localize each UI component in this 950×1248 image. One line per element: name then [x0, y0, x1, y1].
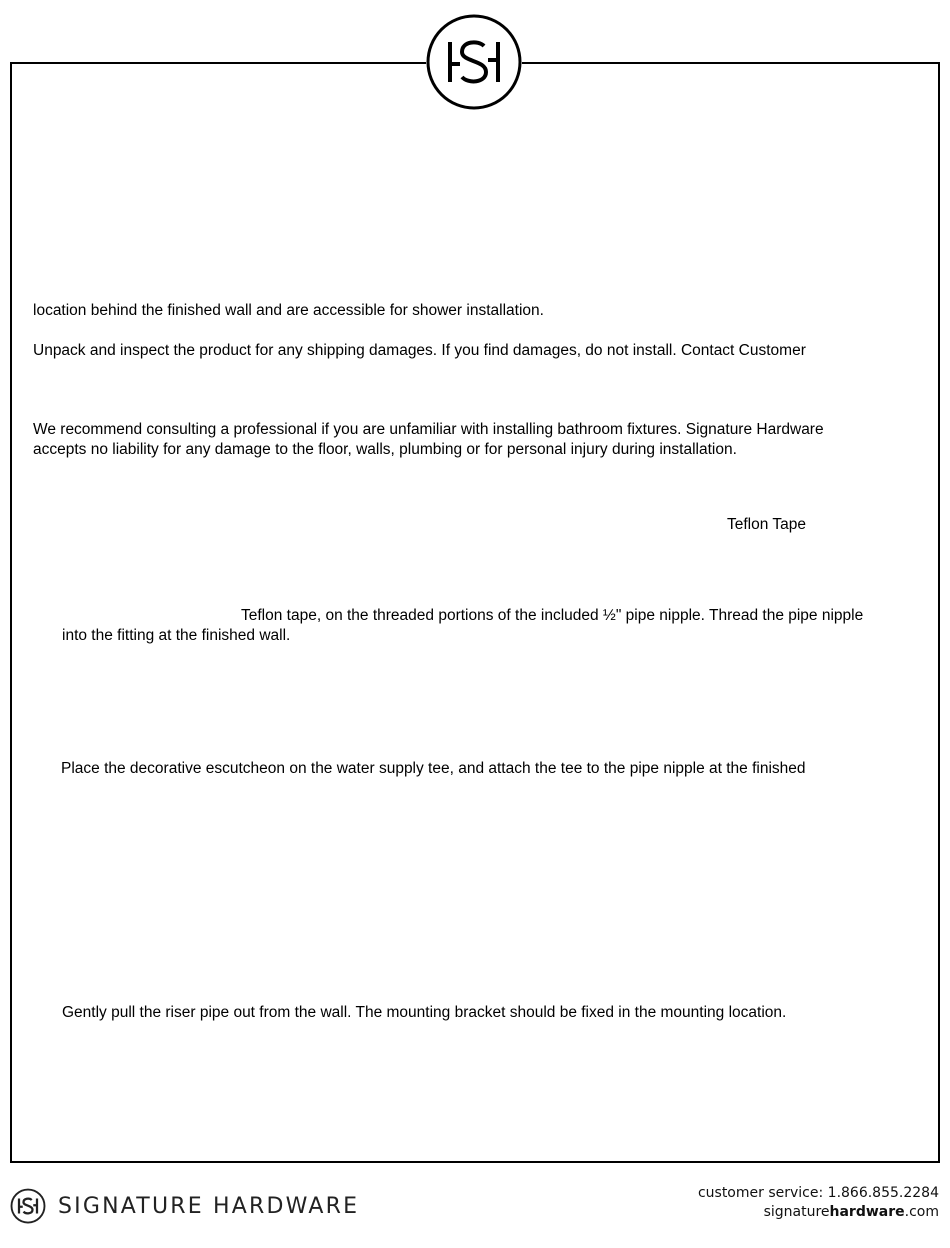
sh-monogram-small-icon [10, 1188, 46, 1224]
customer-service-line [698, 1184, 939, 1203]
brand-wordmark: SIGNATURE HARDWARE [58, 1193, 360, 1219]
disclaimer-line-2: accepts no liability for any damage to the floor, walls, plumbing or for personal injury during installation. [33, 441, 737, 458]
customer-service-label: customer service: [697, 1185, 828, 1201]
website-suffix: .com [904, 1204, 939, 1220]
customer-service-phone: 1.866.855.2284 [827, 1185, 939, 1201]
intro-line-unpack: Unpack and inspect the product for any shipping damages. If you find damages, do not install. Contact Customer [33, 342, 806, 359]
footer-brand [10, 1186, 359, 1226]
step-riser: Gently pull the riser pipe out from the wall. The mounting bracket should be fixed in the mounting location. [62, 1004, 787, 1021]
website-bold: hardware [829, 1204, 905, 1220]
sh-monogram-icon [426, 14, 522, 110]
disclaimer-line-1: We recommend consulting a professional if you are unfamiliar with installing bathroom fixtures. Signature Hardware [33, 421, 824, 438]
step-teflon-line-2: into the fitting at the finished wall. [62, 627, 291, 644]
intro-line-location: location behind the finished wall and are accessible for shower installation. [33, 302, 544, 319]
tool-label-teflon-tape: Teflon Tape [727, 516, 806, 533]
website-line [698, 1203, 939, 1222]
website-prefix: signature [763, 1204, 830, 1220]
footer-contact [698, 1184, 939, 1222]
step-escutcheon: Place the decorative escutcheon on the water supply tee, and attach the tee to the pipe nipple at the finished [61, 760, 806, 777]
step-teflon-line-1: Teflon tape, on the threaded portions of the included ½" pipe nipple. Thread the pipe nipple [241, 607, 864, 624]
